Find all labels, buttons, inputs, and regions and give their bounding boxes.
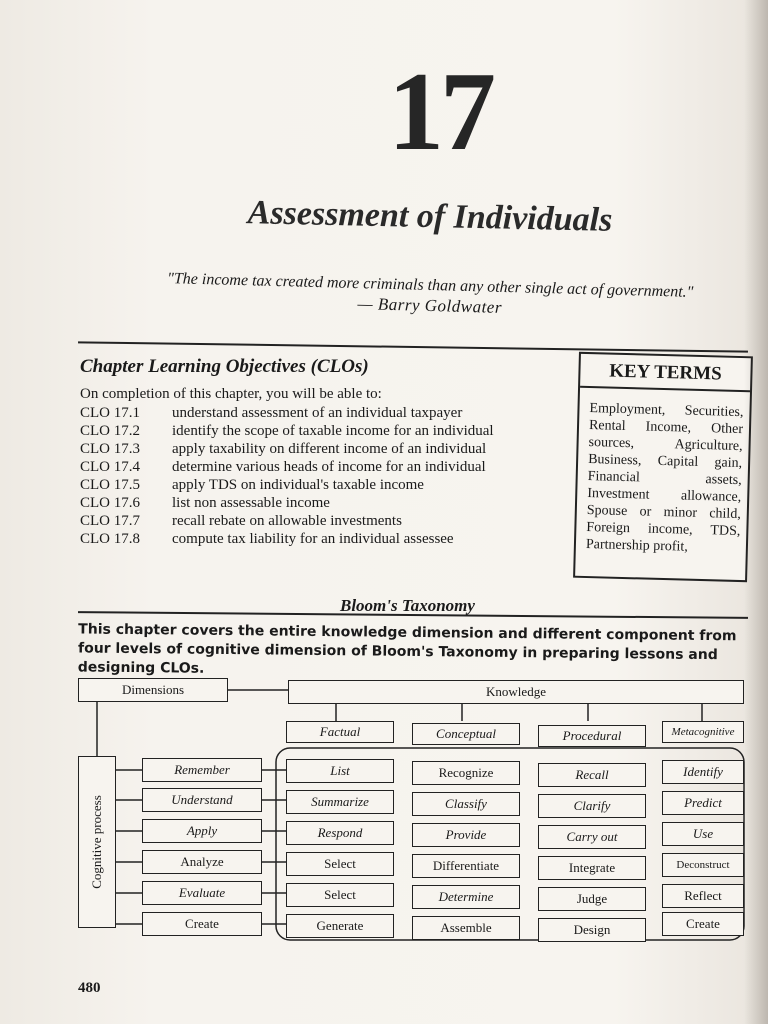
chapter-quote-block — [100, 267, 761, 324]
clo-text: determine various heads of income for an individual — [172, 459, 486, 475]
process-understand: Understand — [142, 788, 262, 812]
clo-item — [80, 530, 560, 548]
process-remember: Remember — [142, 758, 262, 782]
cognitive-process-label: Cognitive process — [89, 795, 104, 889]
chapter-title: Assessment of Individuals — [247, 194, 613, 239]
cognitive-process-box — [78, 756, 116, 928]
taxonomy-cell: Assemble — [412, 916, 520, 940]
clo-code: CLO 17.8 — [80, 531, 140, 547]
clo-code: CLO 17.6 — [80, 495, 140, 511]
taxonomy-cell: Use — [662, 822, 744, 846]
clo-text: apply TDS on individual's taxable income — [172, 477, 424, 493]
taxonomy-cell: List — [286, 759, 394, 783]
chapter-number: 17 — [388, 50, 492, 174]
clo-code: CLO 17.5 — [80, 477, 140, 493]
clo-code: CLO 17.4 — [80, 459, 140, 475]
process-analyze: Analyze — [142, 850, 262, 874]
key-terms-box — [573, 352, 753, 582]
clo-item — [80, 422, 560, 440]
taxonomy-cell: Reflect — [662, 884, 744, 908]
taxonomy-cell: Classify — [412, 792, 520, 816]
knowledge-type-metacognitive: Metacognitive — [662, 721, 744, 743]
dimensions-box: Dimensions — [78, 678, 228, 702]
key-terms-heading: KEY TERMS — [580, 354, 751, 392]
clo-list — [80, 404, 560, 548]
taxonomy-cell: Predict — [662, 791, 744, 815]
taxonomy-cell: Design — [538, 918, 646, 942]
clo-item — [80, 476, 560, 494]
taxonomy-cell: Integrate — [538, 856, 646, 880]
taxonomy-cell: Select — [286, 852, 394, 876]
process-apply: Apply — [142, 819, 262, 843]
clo-code: CLO 17.3 — [80, 441, 140, 457]
taxonomy-cell: Generate — [286, 914, 394, 938]
taxonomy-cell: Provide — [412, 823, 520, 847]
clo-item — [80, 494, 560, 512]
clo-code: CLO 17.1 — [80, 405, 140, 421]
clo-code: CLO 17.7 — [80, 513, 140, 529]
bloom-taxonomy-diagram — [78, 676, 750, 946]
key-terms-text: Employment, Securities, Rental Income, Other sources, Agriculture, Business, Capital gain, Financial assets, Investment allowance, Spouse or minor child, Foreign income, TDS, Partnership profit, — [585, 401, 744, 555]
page-number: 480 — [78, 980, 101, 996]
clo-text: list non assessable income — [172, 495, 330, 511]
clo-item — [80, 404, 560, 422]
clo-text: compute tax liability for an individual assessee — [172, 531, 454, 547]
section-divider — [78, 341, 748, 352]
taxonomy-cell: Carry out — [538, 825, 646, 849]
taxonomy-cell: Determine — [412, 885, 520, 909]
taxonomy-cell: Differentiate — [412, 854, 520, 878]
quote-author: — Barry Goldwater — [357, 294, 503, 317]
bloom-description: This chapter covers the entire knowledge dimension and different component from four levels of cognitive dimension of Bloom's Taxonomy in preparing lessons and designing CLOs. — [77, 621, 737, 677]
taxonomy-cell: Respond — [286, 821, 394, 845]
process-create: Create — [142, 912, 262, 936]
knowledge-type-conceptual: Conceptual — [412, 723, 520, 745]
taxonomy-cell: Recall — [538, 763, 646, 787]
knowledge-box: Knowledge — [288, 680, 744, 704]
chapter-quote: "The income tax created more criminals than any other single act of government." — [166, 270, 694, 301]
taxonomy-cell: Select — [286, 883, 394, 907]
taxonomy-cell: Deconstruct — [662, 853, 744, 877]
bloom-heading: Bloom's Taxonomy — [340, 596, 475, 615]
taxonomy-cell: Identify — [662, 760, 744, 784]
clo-item — [80, 440, 560, 458]
taxonomy-cell: Clarify — [538, 794, 646, 818]
clo-text: understand assessment of an individual taxpayer — [172, 405, 463, 421]
clo-text: apply taxability on different income of an individual — [172, 441, 487, 457]
clo-text: identify the scope of taxable income for an individual — [172, 423, 494, 439]
taxonomy-cell: Summarize — [286, 790, 394, 814]
clo-item — [80, 512, 560, 530]
knowledge-type-factual: Factual — [286, 721, 394, 743]
clo-heading: Chapter Learning Objectives (CLOs) — [80, 356, 369, 377]
clo-item — [80, 458, 560, 476]
clo-code: CLO 17.2 — [80, 423, 140, 439]
taxonomy-cell: Judge — [538, 887, 646, 911]
process-evaluate: Evaluate — [142, 881, 262, 905]
knowledge-type-procedural: Procedural — [538, 725, 646, 747]
clo-text: recall rebate on allowable investments — [172, 513, 402, 529]
clo-intro: On completion of this chapter, you will be able to: — [80, 386, 382, 402]
taxonomy-cell: Recognize — [412, 761, 520, 785]
taxonomy-cell: Create — [662, 912, 744, 936]
